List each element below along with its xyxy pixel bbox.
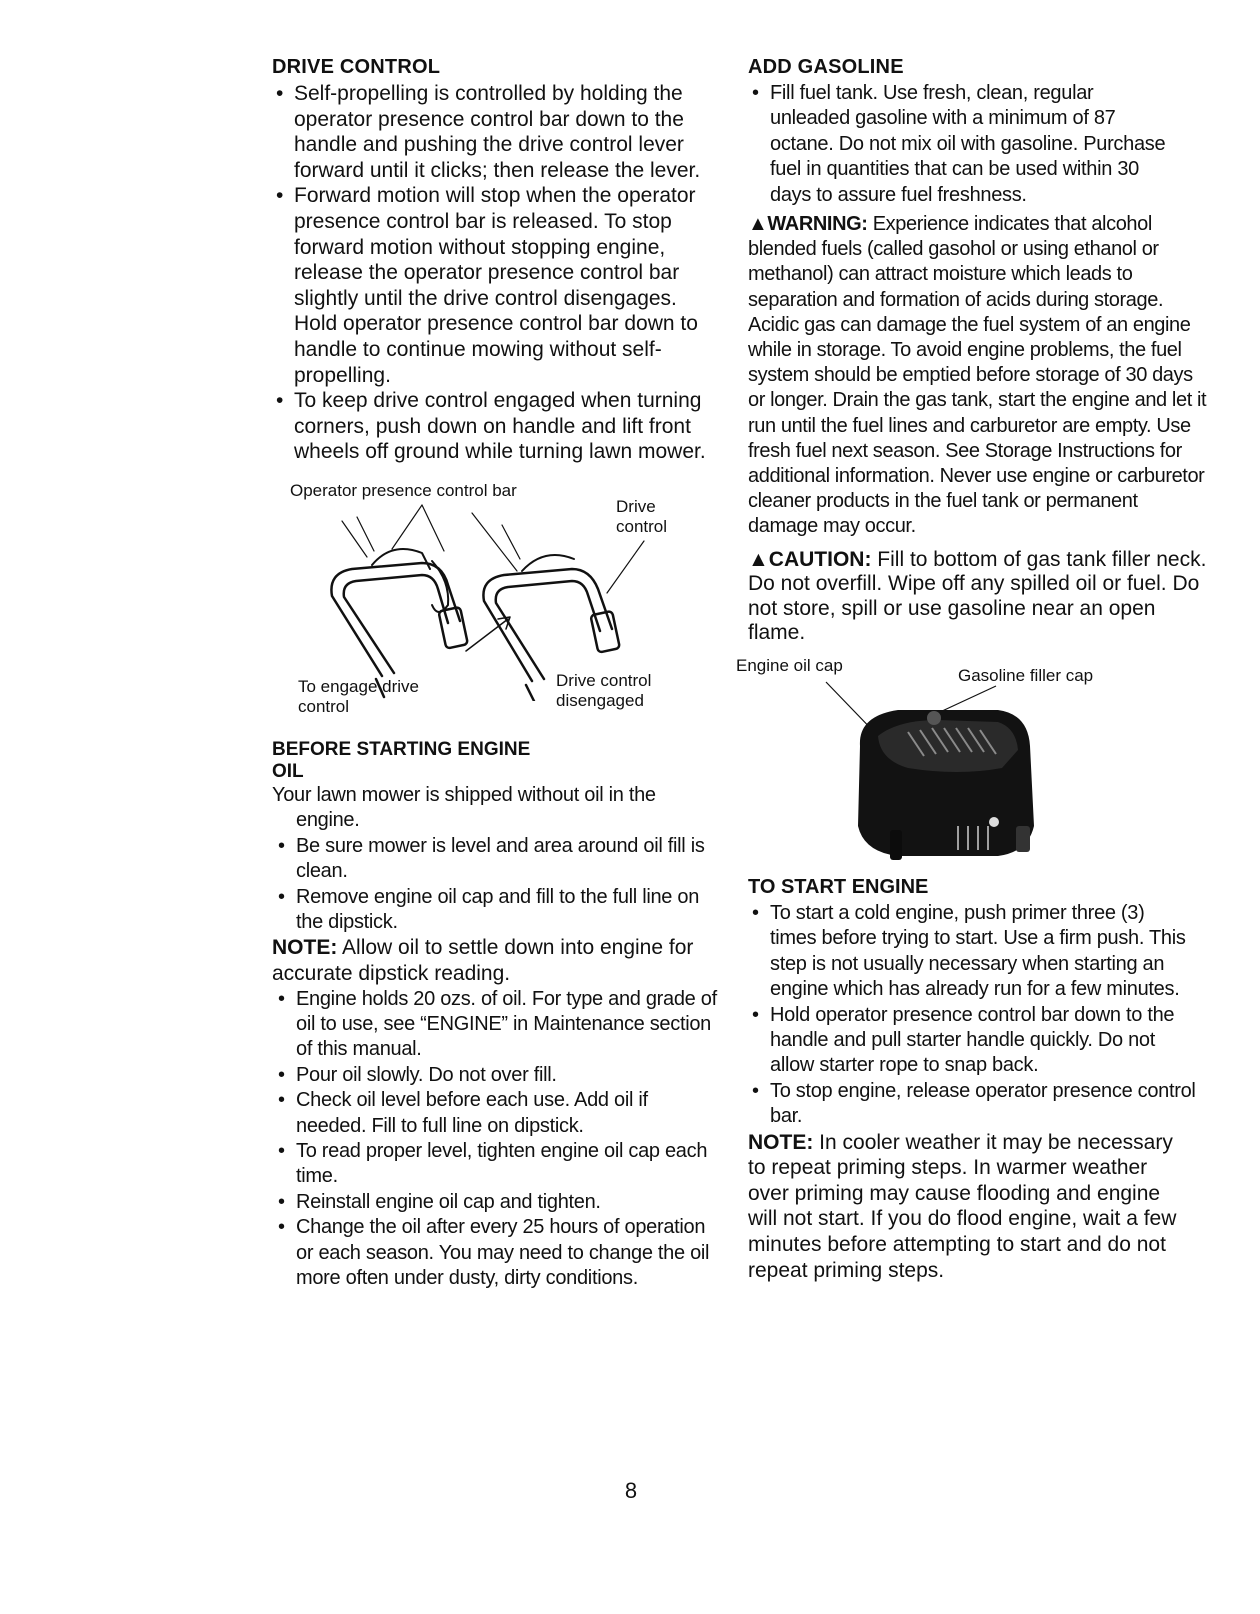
caution-triangle-icon: ▲ xyxy=(748,547,769,571)
to-start-note xyxy=(748,1130,1208,1284)
warning-triangle-icon: ▲ xyxy=(748,213,768,236)
label-to-engage: To engage drive control xyxy=(298,676,419,716)
to-start-section xyxy=(748,876,1208,1283)
note-text: Allow oil to settle down into engine for accurate dipstick reading. xyxy=(272,936,694,985)
list-item: • To stop engine, release operator presence control bar. xyxy=(748,1079,1208,1130)
drive-control-section xyxy=(272,56,722,721)
caution-paragraph xyxy=(748,548,1208,646)
label-engine-oil-cap: Engine oil cap xyxy=(736,656,843,676)
list-item: • Pour oil slowly. Do not over fill. xyxy=(274,1063,722,1088)
engine-figure xyxy=(736,656,1148,866)
right-column xyxy=(736,56,1208,1283)
oil-list-b xyxy=(274,987,722,1292)
caution-text: Fill to bottom of gas tank filler neck. Do not overfill. Wipe off any spilled oil or fuel. Do not store, spill or use gasoline near an open flame. xyxy=(748,547,1207,645)
label-operator-bar: Operator presence control bar xyxy=(290,480,517,500)
list-item: • Be sure mower is level and area around oil fill is clean. xyxy=(274,834,722,885)
caution-label: CAUTION: xyxy=(768,547,872,571)
to-start-heading: TO START ENGINE xyxy=(748,876,929,899)
list-item: • Fill fuel tank. Use fresh, clean, regular unleaded gasoline with a minimum of 87 octane. Do not mix oil with gasoline. Purchase fuel in quantities that can be used within 30 days to assure fuel freshness. xyxy=(748,81,1208,208)
list-item: • Hold operator presence control bar down to the handle and pull starter handle quickly. Do not allow starter rope to snap back. xyxy=(748,1003,1208,1079)
warning-paragraph xyxy=(748,212,1208,540)
list-item: • Check oil level before each use. Add oil if needed. Fill to full line on dipstick. xyxy=(274,1088,722,1139)
list-item: • Forward motion will stop when the operator presence control bar is released. To stop forward motion without stopping engine, release the operator presence control bar slightly until the drive control disengages. Hold operator presence control bar down to handle to continue mowing without self-propelling. xyxy=(272,183,722,388)
list-item: • To start a cold engine, push primer three (3) times before trying to start. Use a firm push. This step is not usually necessary when starting an engine which has already run for a few minutes. xyxy=(748,901,1208,1003)
list-item: • To read proper level, tighten engine oil cap each time. xyxy=(274,1139,722,1190)
list-item: • Reinstall engine oil cap and tighten. xyxy=(274,1190,722,1215)
drive-control-heading: DRIVE CONTROL xyxy=(272,56,441,78)
note-text: In cooler weather it may be necessary to repeat priming steps. In warmer weather over priming may cause flooding and engine will not start. If you do flood engine, wait a few minutes before attempting to start and do not repeat priming steps. xyxy=(748,1130,1177,1282)
add-gasoline-list xyxy=(748,81,1208,208)
before-starting-heading: BEFORE STARTING ENGINE xyxy=(272,738,531,760)
list-item: • Self-propelling is controlled by holding the operator presence control bar down to the handle and pushing the drive control lever forward until it clicks; then release the lever. xyxy=(272,81,722,183)
oil-intro: Your lawn mower is shipped without oil in the engine. xyxy=(272,783,656,832)
list-item: • Engine holds 20 ozs. of oil. For type and grade of oil to use, see “ENGINE” in Maintenance section of this manual. xyxy=(274,987,722,1063)
oil-list-a xyxy=(274,834,722,936)
add-gasoline-heading: ADD GASOLINE xyxy=(748,56,904,78)
warning-text: Experience indicates that alcohol blended fuels (called gasohol or using ethanol or methanol) can attract moisture which leads to separation and formation of acids during storage. Acidic gas can damage the fuel system of an engine while in storage. To avoid engine problems, the fuel system should be emptied before storage of 30 days or longer. Drain the gas tank, start the engine and let it run until the fuel lines and carburetor are empty. Use fresh fuel next season. See Storage Instructions for additional information. Never use engine or carburetor cleaner products in the fuel tank or permanent damage may occur. xyxy=(748,213,1207,538)
left-column xyxy=(272,56,722,1291)
drive-control-figure xyxy=(272,481,692,721)
before-starting-section xyxy=(272,739,722,1292)
list-item: • Change the oil after every 25 hours of operation or each season. You may need to change the oil more often under dusty, dirty conditions. xyxy=(274,1215,722,1291)
oil-note xyxy=(272,935,722,986)
drive-control-list xyxy=(272,81,722,465)
oil-subheading: OIL xyxy=(272,760,304,782)
label-gasoline-filler-cap: Gasoline filler cap xyxy=(958,666,1094,686)
note-label: NOTE: xyxy=(748,1130,814,1154)
engine-illustration xyxy=(748,676,1148,866)
warning-label: WARNING: xyxy=(767,213,868,236)
label-disengaged: Drive control disengaged xyxy=(556,670,652,710)
note-label: NOTE: xyxy=(272,936,338,960)
label-drive-control: Drive control xyxy=(616,496,668,536)
add-gasoline-section xyxy=(736,56,1208,866)
list-item: • Remove engine oil cap and fill to the full line on the dipstick. xyxy=(274,885,722,936)
page-number: 8 xyxy=(624,1478,638,1503)
list-item: • To keep drive control engaged when turning corners, push down on handle and lift front wheels off ground while turning lawn mower. xyxy=(272,388,722,465)
to-start-list xyxy=(748,901,1208,1130)
